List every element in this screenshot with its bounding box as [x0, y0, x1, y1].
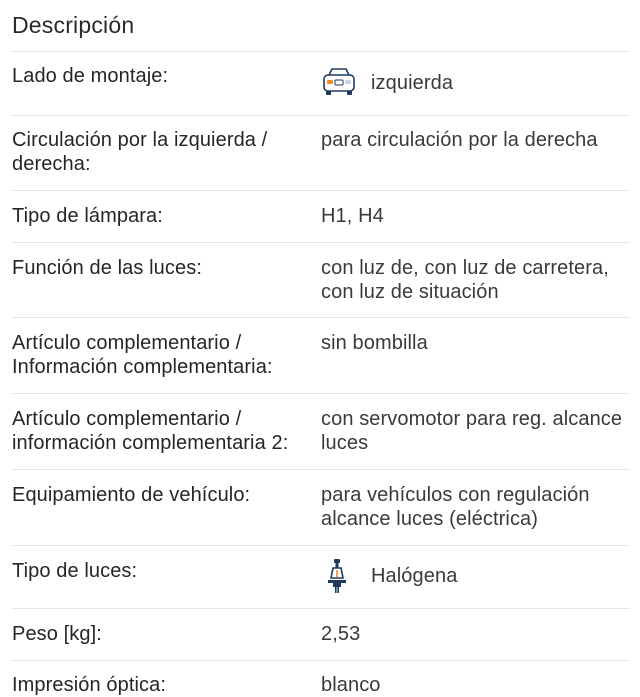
label-traffic-side: Circulación por la izquierda / derecha:	[12, 129, 268, 175]
label-complementary-info-2: Artículo complementario / información complementaria 2:	[12, 408, 289, 454]
label-optical-impression: Impresión óptica:	[12, 674, 166, 696]
label-lamp-type: Tipo de lámpara:	[12, 205, 163, 227]
divider	[12, 51, 630, 52]
divider	[12, 660, 630, 661]
value-light-type: Halógena	[371, 565, 458, 587]
label-complementary-info: Artículo complementario / Información complementaria:	[12, 332, 273, 378]
value-lamp-type: H1, H4	[321, 205, 384, 227]
divider	[12, 608, 630, 609]
divider	[12, 115, 630, 116]
label-light-function: Función de las luces:	[12, 257, 202, 279]
label-vehicle-equipment: Equipamiento de vehículo:	[12, 484, 251, 506]
label-mounting-side: Lado de montaje:	[12, 65, 169, 87]
value-mounting-side-cell	[321, 65, 637, 101]
value-traffic-side: para circulación por la derecha	[321, 129, 598, 151]
section-title: Descripción	[12, 12, 135, 38]
label-light-type: Tipo de luces:	[12, 560, 138, 582]
value-complementary-info-2: con servomotor para reg. alcance luces	[321, 408, 623, 454]
car-headlight-icon	[321, 65, 357, 101]
value-vehicle-equipment: para vehículos con regulación alcance luces (eléctrica)	[321, 484, 590, 530]
value-light-function: con luz de, con luz de carretera, con luz de situación	[321, 257, 609, 303]
halogen-bulb-icon	[319, 558, 355, 594]
value-light-type-cell	[321, 558, 637, 594]
divider	[12, 545, 630, 546]
divider	[12, 317, 630, 318]
divider	[12, 393, 630, 394]
divider	[12, 469, 630, 470]
value-weight: 2,53	[321, 623, 361, 645]
value-mounting-side: izquierda	[371, 72, 454, 94]
value-optical-impression: blanco	[321, 674, 381, 696]
label-weight: Peso [kg]:	[12, 623, 102, 645]
value-complementary-info: sin bombilla	[321, 332, 428, 354]
divider	[12, 190, 630, 191]
divider	[12, 242, 630, 243]
